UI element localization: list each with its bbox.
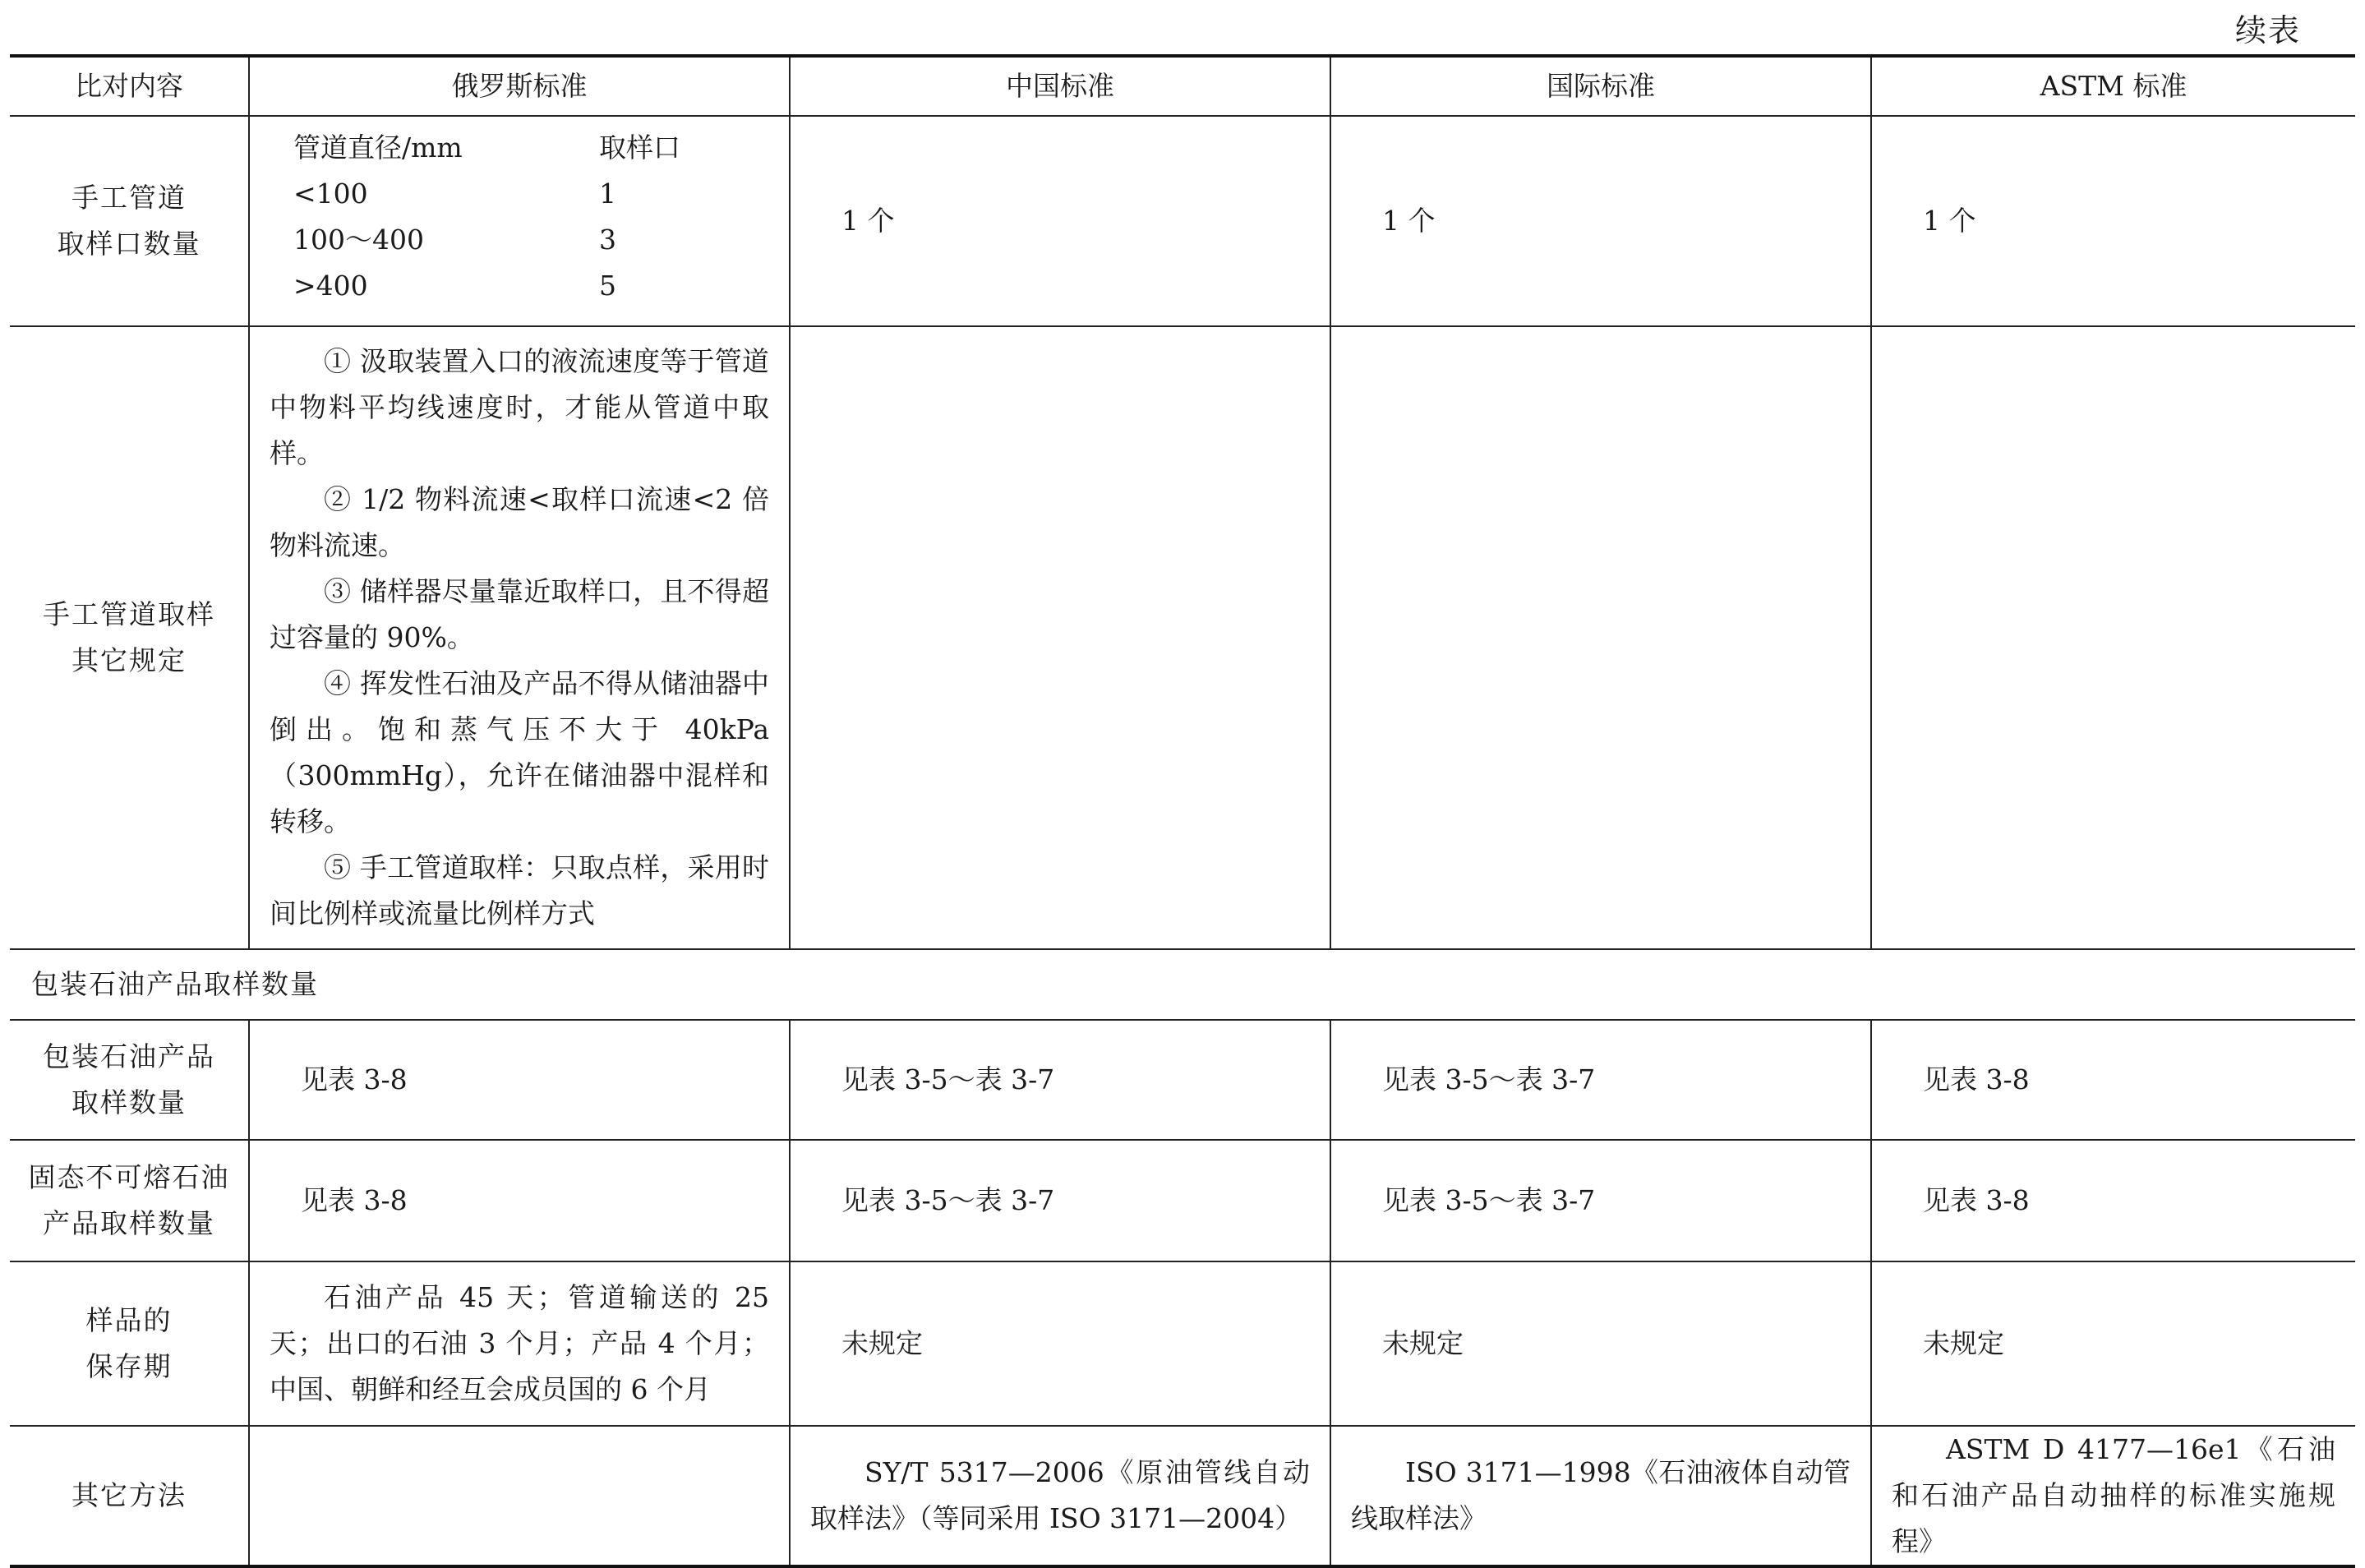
row-label: 其它方法 bbox=[10, 1426, 249, 1566]
ports-header: 取样口 bbox=[599, 131, 680, 164]
russia-cell: 见表 3-8 bbox=[249, 1020, 790, 1140]
astm-cell bbox=[1871, 1426, 2355, 1566]
rule-item: ② 1/2 物料流速<取样口流速<2 倍物料流速。 bbox=[270, 483, 769, 561]
china-cell: 1 个 bbox=[790, 116, 1330, 326]
astm-cell: 1 个 bbox=[1871, 116, 2355, 326]
method-text: ISO 3171—1998《石油液体自动管线取样法》 bbox=[1351, 1456, 1851, 1534]
diameter-value: <100 bbox=[293, 178, 368, 210]
ports-value: 1 bbox=[599, 178, 616, 210]
rule-item: ④ 挥发性石油及产品不得从储油器中倒出。饱和蒸气压不大于 40kPa（300mmHg），允许在储油器中混样和转移。 bbox=[270, 667, 769, 837]
china-cell bbox=[790, 1426, 1330, 1566]
international-cell bbox=[1330, 326, 1871, 949]
rule-item: ③ 储样器尽量靠近取样口，且不得超过容量的 90%。 bbox=[270, 575, 769, 653]
russia-cell bbox=[249, 1261, 790, 1426]
header-astm-standard: ASTM 标准 bbox=[1871, 56, 2355, 116]
russia-rules-cell bbox=[249, 326, 790, 949]
russia-cell bbox=[249, 1426, 790, 1566]
international-cell: 未规定 bbox=[1330, 1261, 1871, 1426]
header-russian-standard: 俄罗斯标准 bbox=[249, 56, 790, 116]
section-row bbox=[10, 949, 2355, 1020]
table-row bbox=[10, 1140, 2355, 1261]
retention-text: 石油产品 45 天；管道输送的 25 天；出口的石油 3 个月；产品 4 个月；中国、朝鲜和经互会成员国的 6 个月 bbox=[270, 1281, 769, 1405]
header-international-standard: 国际标准 bbox=[1330, 56, 1871, 116]
row-label-line: 手工管道取样 bbox=[43, 598, 215, 630]
row-label-line: 固态不可熔石油 bbox=[28, 1161, 230, 1193]
diameter-value: 100～400 bbox=[293, 224, 424, 256]
china-cell: 见表 3-5～表 3-7 bbox=[790, 1140, 1330, 1261]
russia-port-table bbox=[249, 116, 790, 326]
row-label-line: 取样口数量 bbox=[57, 228, 201, 260]
row-label bbox=[10, 1261, 249, 1426]
row-label bbox=[10, 326, 249, 949]
china-cell: 未规定 bbox=[790, 1261, 1330, 1426]
astm-cell: 见表 3-8 bbox=[1871, 1140, 2355, 1261]
diameter-header: 管道直径/mm bbox=[293, 131, 463, 164]
astm-cell: 未规定 bbox=[1871, 1261, 2355, 1426]
row-label-line: 保存期 bbox=[85, 1350, 173, 1382]
rule-item: ⑤ 手工管道取样：只取点样，采用时间比例样或流量比例样方式 bbox=[270, 851, 769, 929]
table-row bbox=[10, 116, 2355, 326]
table-row bbox=[10, 1020, 2355, 1140]
international-cell: 见表 3-5～表 3-7 bbox=[1330, 1020, 1871, 1140]
comparison-table bbox=[10, 54, 2355, 1568]
china-cell: 见表 3-5～表 3-7 bbox=[790, 1020, 1330, 1140]
diameter-value: >400 bbox=[293, 270, 368, 302]
row-label bbox=[10, 1020, 249, 1140]
method-text: SY/T 5317—2006《原油管线自动取样法》（等同采用 ISO 3171—2004） bbox=[810, 1456, 1310, 1534]
astm-cell: 见表 3-8 bbox=[1871, 1020, 2355, 1140]
rule-item: ① 汲取装置入口的液流速度等于管道中物料平均线速度时，才能从管道中取样。 bbox=[270, 345, 769, 469]
row-label-line: 样品的 bbox=[85, 1304, 173, 1336]
method-text: ASTM D 4177—16e1《石油和石油产品自动抽样的标准实施规程》 bbox=[1892, 1433, 2335, 1557]
international-cell bbox=[1330, 1426, 1871, 1566]
continued-label: 续表 bbox=[2234, 12, 2301, 48]
russia-cell: 见表 3-8 bbox=[249, 1140, 790, 1261]
header-chinese-standard: 中国标准 bbox=[790, 56, 1330, 116]
ports-value: 3 bbox=[599, 224, 616, 256]
row-label-line: 手工管道 bbox=[71, 182, 187, 214]
row-label bbox=[10, 1140, 249, 1261]
astm-cell bbox=[1871, 326, 2355, 949]
china-cell bbox=[790, 326, 1330, 949]
row-label-line: 其它规定 bbox=[71, 644, 187, 676]
section-title: 包装石油产品取样数量 bbox=[10, 949, 2355, 1020]
row-label-line: 包装石油产品 bbox=[43, 1040, 215, 1072]
international-cell: 1 个 bbox=[1330, 116, 1871, 326]
row-label-line: 取样数量 bbox=[71, 1086, 187, 1118]
international-cell: 见表 3-5～表 3-7 bbox=[1330, 1140, 1871, 1261]
table-row bbox=[10, 326, 2355, 949]
header-compare-content: 比对内容 bbox=[10, 56, 249, 116]
table-row bbox=[10, 1426, 2355, 1566]
row-label bbox=[10, 116, 249, 326]
table-row bbox=[10, 1261, 2355, 1426]
row-label-line: 产品取样数量 bbox=[43, 1207, 215, 1239]
ports-value: 5 bbox=[599, 270, 616, 302]
header-row bbox=[10, 56, 2355, 116]
